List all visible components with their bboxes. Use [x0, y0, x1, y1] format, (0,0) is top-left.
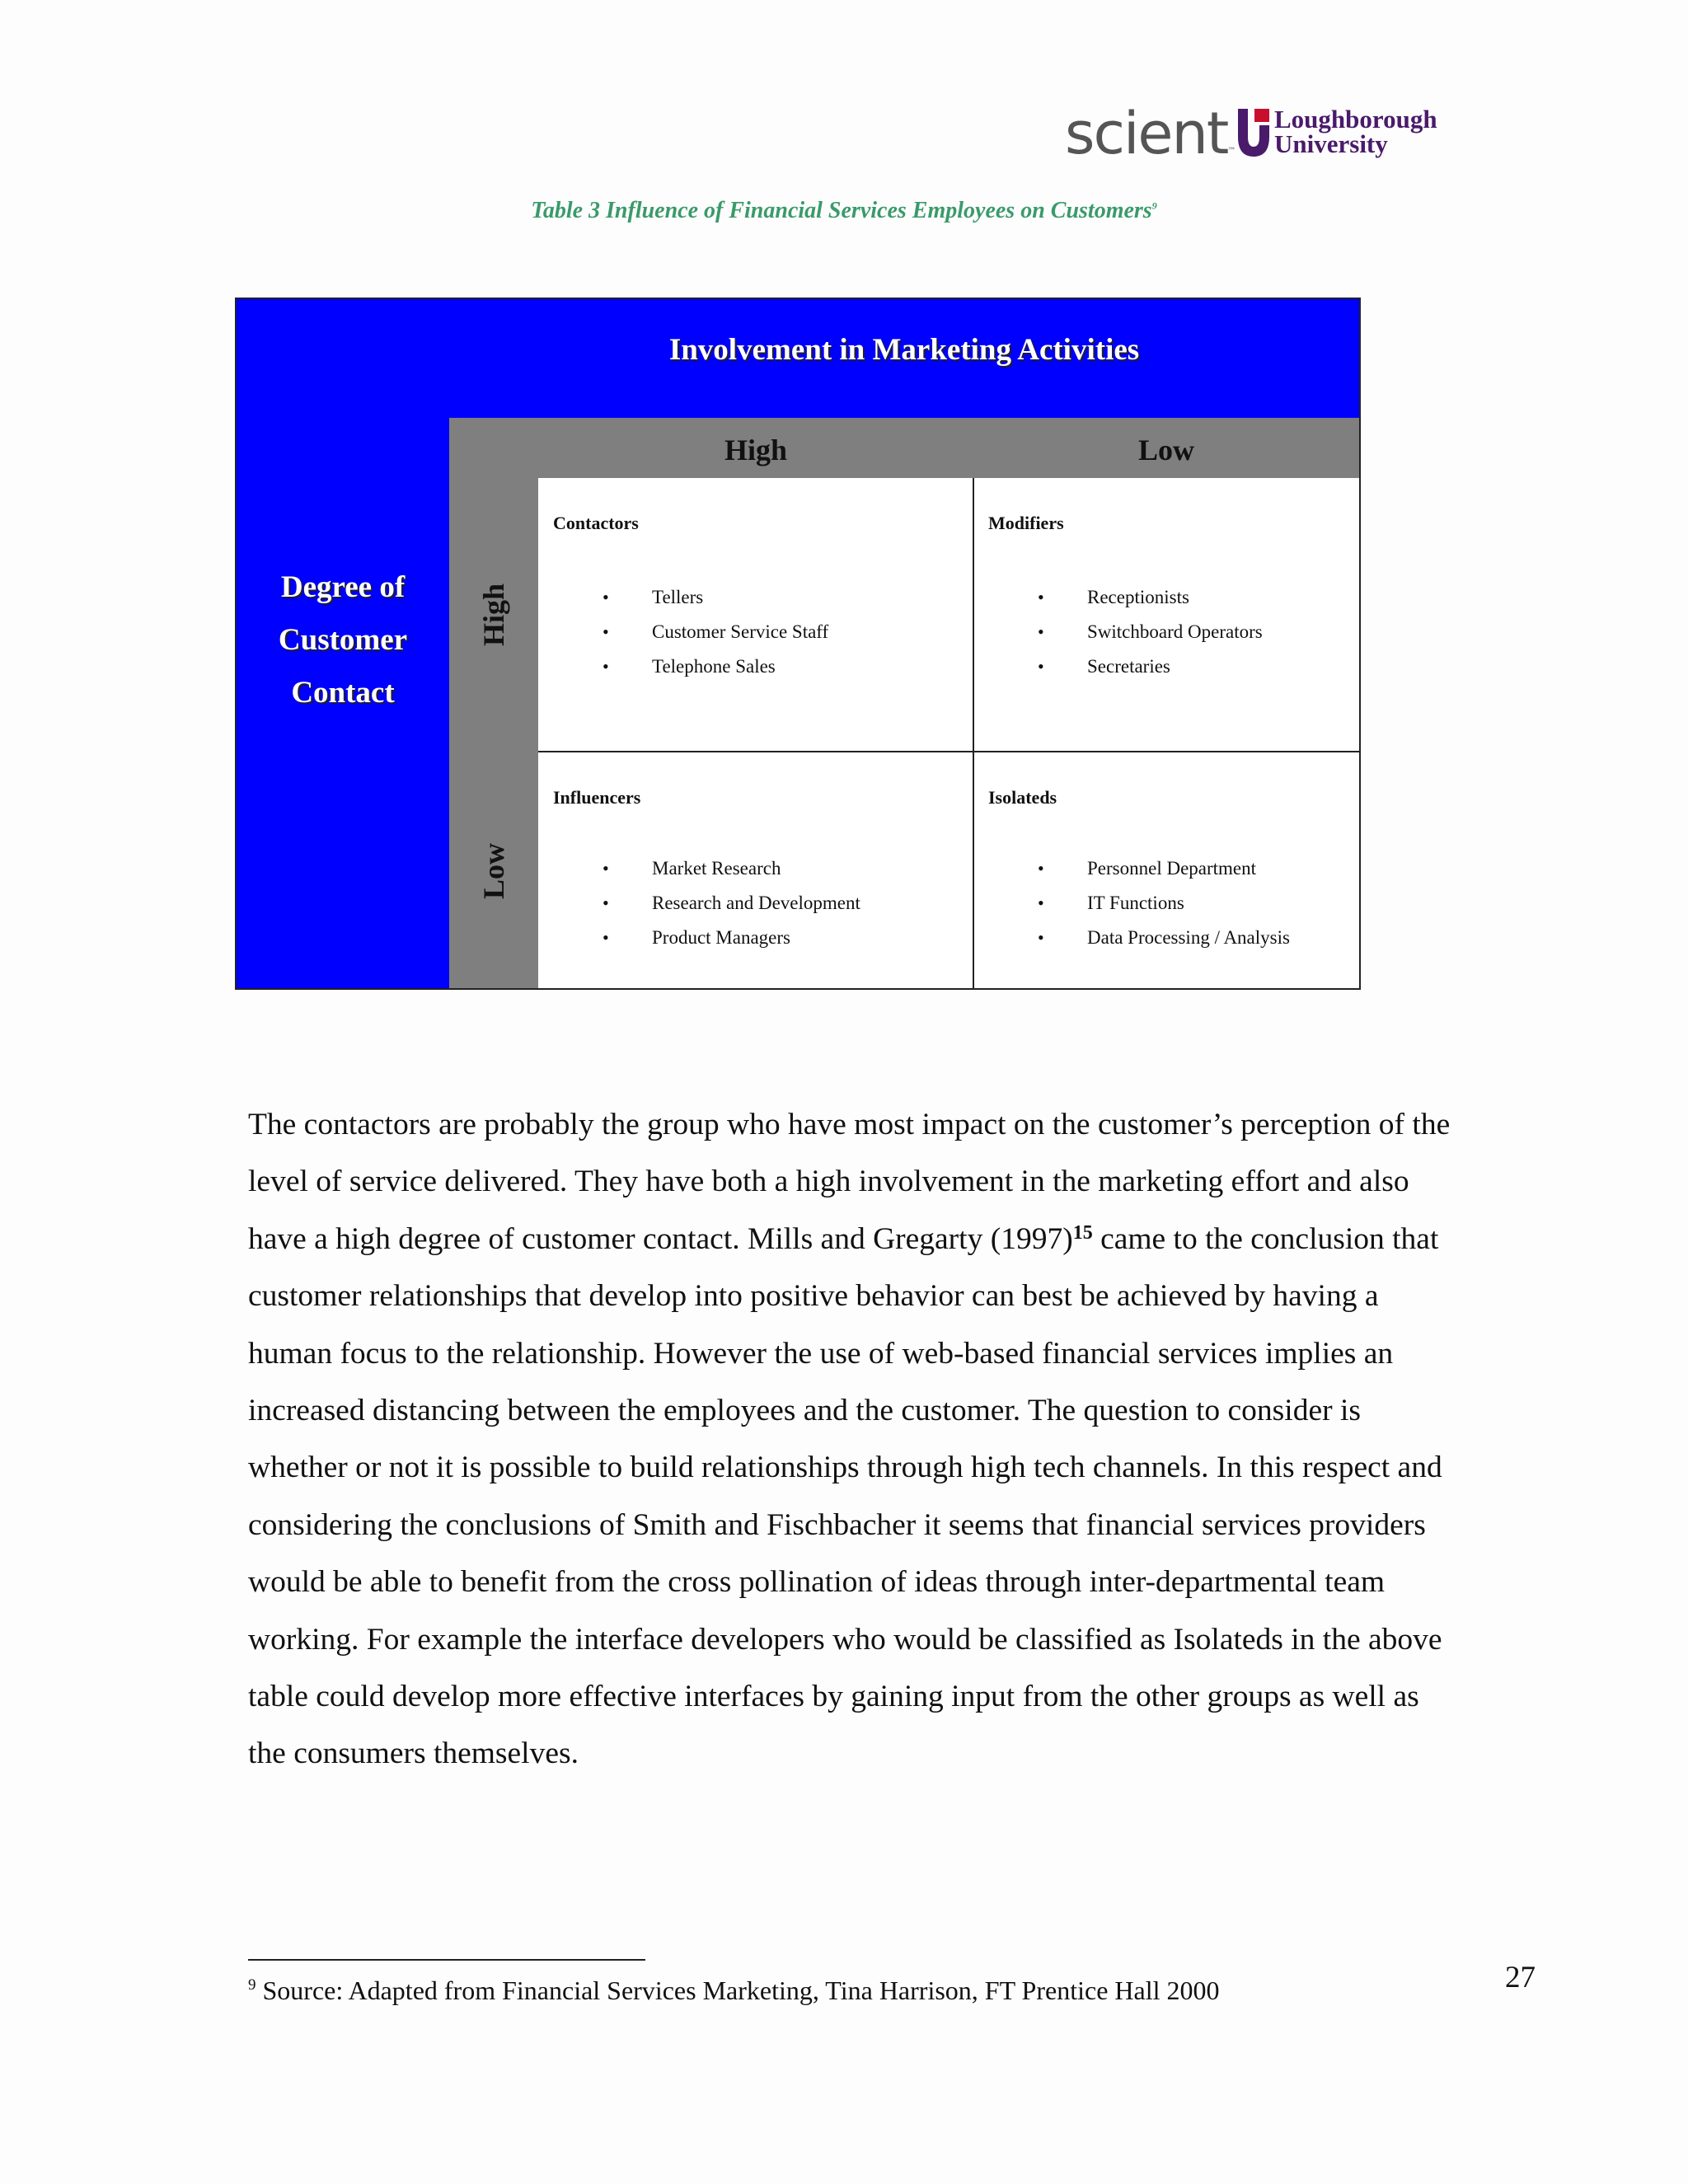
list-item — [538, 921, 860, 955]
cell-title: Modifiers — [988, 513, 1064, 533]
list-item — [973, 886, 1290, 921]
matrix-cell-contactors — [538, 478, 973, 751]
list-item — [973, 851, 1290, 886]
university-name-line1: Loughborough — [1274, 105, 1437, 134]
column-header-low: Low — [1137, 434, 1194, 466]
cell-divider-vertical — [973, 478, 974, 988]
list-item — [973, 615, 1263, 649]
list-item — [538, 649, 828, 684]
university-shield-icon — [1238, 109, 1269, 157]
university-name — [1274, 107, 1437, 157]
scient-logo-text: scient — [1065, 100, 1228, 167]
column-header-high: High — [724, 434, 788, 466]
list-item-text: Data Processing / Analysis — [1087, 927, 1290, 948]
table-caption — [0, 198, 1688, 224]
list-item-text: Tellers — [652, 587, 704, 607]
list-item-text: Product Managers — [652, 927, 790, 948]
university-name-line2: University — [1274, 129, 1388, 158]
cell-item-list — [538, 580, 828, 684]
row-axis-title-line: Degree of — [280, 570, 406, 604]
matrix-cell-isolateds — [973, 752, 1359, 988]
footnote-text: Source: Adapted from Financial Services Marketing, Tina Harrison, FT Prentice Hall 2000 — [256, 1975, 1220, 2005]
list-item-text: Receptionists — [1087, 587, 1189, 607]
cell-item-list — [538, 851, 860, 955]
bullet-icon: • — [603, 858, 609, 879]
row-header-high-label: High — [477, 583, 510, 647]
footnote-number: 9 — [248, 1976, 256, 1994]
list-item-text: Research and Development — [652, 893, 860, 913]
cell-title: Influencers — [553, 787, 641, 808]
cell-item-list — [973, 851, 1290, 955]
bullet-icon: • — [603, 587, 609, 607]
body-paragraph — [248, 1096, 1460, 1783]
bullet-icon: • — [603, 893, 609, 913]
list-item-text: Market Research — [652, 858, 781, 879]
table-caption-footnote-ref: 9 — [1151, 199, 1157, 212]
matrix-row-header-band — [449, 418, 538, 988]
bullet-icon: • — [1038, 858, 1044, 879]
cell-item-list — [973, 580, 1263, 684]
scient-trademark: ™ — [1227, 147, 1235, 156]
influence-matrix — [235, 298, 1361, 990]
footnote — [248, 1975, 1219, 2006]
matrix-cell-modifiers — [973, 478, 1359, 751]
list-item-text: Secretaries — [1087, 656, 1170, 677]
body-text-part2: came to the conclusion that customer relationships that develop into positive behavior can best be achieved by having a human focus to the relationship. However the use of web-based financial services implies an increased distancing between the employees and the customer. The question to consider is whether or not it is possible to build relationships through high tech channels. In this respect and considering the conclusions of Smith and Fischbacher it seems that financial services providers would be able to benefit from the cross pollination of ideas through inter-departmental team working. For example the interface developers who would be classified as Isolateds in the above table could develop more effective interfaces by gaining input from the other groups as well as the consumers themselves. — [248, 1221, 1442, 1771]
bullet-icon: • — [603, 656, 609, 677]
table-caption-text: Table 3 Influence of Financial Services Employees on Customers — [531, 198, 1152, 223]
loughborough-logo — [1238, 107, 1444, 162]
list-item-text: Personnel Department — [1087, 858, 1257, 879]
list-item-text: Telephone Sales — [652, 656, 776, 677]
page-number: 27 — [1505, 1961, 1536, 1994]
row-header-low-label: Low — [477, 842, 510, 900]
body-text-part1: The contactors are probably the group who have most impact on the customer’s perception of the level of service delivered. They have both a high involvement in the marketing effort and also have a high degree of customer contact. Mills and Gregarty (1997) — [248, 1108, 1451, 1256]
list-item-text: Switchboard Operators — [1087, 621, 1263, 642]
list-item — [538, 615, 828, 649]
matrix-column-axis-title: Involvement in Marketing Activities — [668, 333, 1140, 367]
bullet-icon: • — [603, 927, 609, 948]
body-paragraph-text — [248, 1096, 1460, 1783]
bullet-icon: • — [1038, 587, 1044, 607]
cell-title: Isolateds — [988, 787, 1057, 808]
row-axis-title-line: Customer — [278, 623, 408, 657]
list-item-text: Customer Service Staff — [652, 621, 829, 642]
bullet-icon: • — [1038, 621, 1044, 642]
list-item — [973, 580, 1263, 615]
bullet-icon: • — [1038, 893, 1044, 913]
matrix-row-axis-title — [237, 561, 449, 719]
list-item — [973, 921, 1290, 955]
list-item — [973, 649, 1263, 684]
matrix-cell-influencers — [538, 752, 973, 988]
cell-divider-horizontal — [538, 751, 1359, 752]
row-axis-title-line: Contact — [291, 676, 395, 710]
list-item — [538, 580, 828, 615]
body-footnote-ref: 15 — [1072, 1221, 1093, 1244]
cell-title: Contactors — [553, 513, 639, 533]
bullet-icon: • — [1038, 656, 1044, 677]
list-item — [538, 886, 860, 921]
bullet-icon: • — [603, 621, 609, 642]
list-item-text: IT Functions — [1087, 893, 1184, 913]
footnote-divider — [248, 1959, 645, 1961]
bullet-icon: • — [1038, 927, 1044, 948]
list-item — [538, 851, 860, 886]
scient-logo — [1065, 101, 1234, 185]
